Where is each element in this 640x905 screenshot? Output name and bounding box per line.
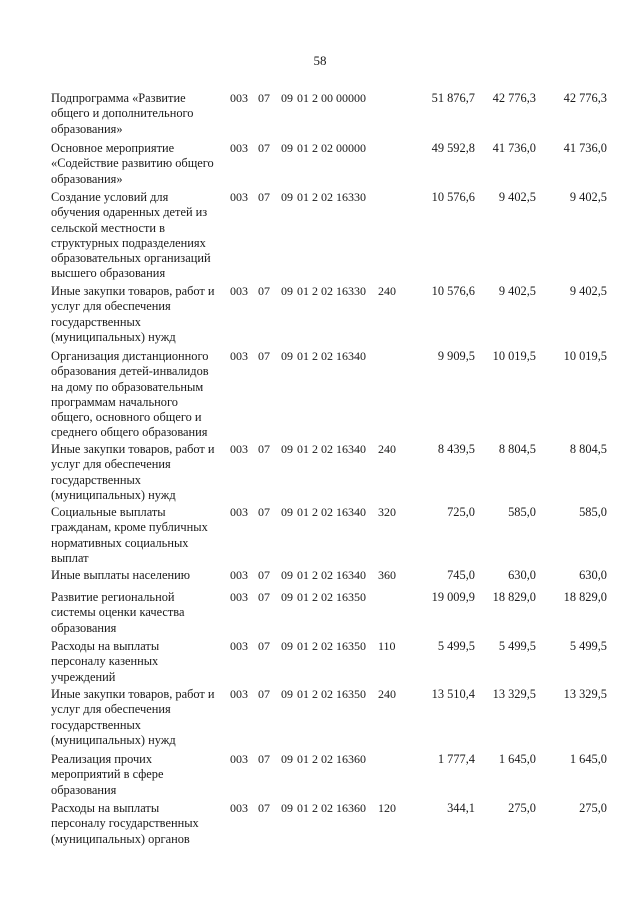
section-code: 07: [258, 568, 270, 582]
section-code: 07: [258, 349, 270, 363]
target-article-code: 01 2 02 16340: [297, 505, 366, 519]
subsection-code: 09: [281, 568, 293, 582]
ved-code: 003: [230, 639, 248, 653]
value-col-1: 344,1: [447, 801, 475, 815]
value-col-2: 18 829,0: [492, 590, 536, 604]
ved-code: 003: [230, 801, 248, 815]
expense-type-code: 240: [378, 442, 396, 456]
section-code: 07: [258, 141, 270, 155]
value-col-1: 51 876,7: [431, 91, 475, 105]
value-col-2: 8 804,5: [498, 442, 536, 456]
section-code: 07: [258, 190, 270, 204]
section-code: 07: [258, 505, 270, 519]
value-col-1: 1 777,4: [437, 752, 475, 766]
section-code: 07: [258, 752, 270, 766]
target-article-code: 01 2 02 16350: [297, 687, 366, 701]
subsection-code: 09: [281, 505, 293, 519]
value-col-1: 725,0: [447, 505, 475, 519]
target-article-code: 01 2 02 16350: [297, 639, 366, 653]
section-code: 07: [258, 801, 270, 815]
row-name: Расходы на выплаты персоналу казенных учреждений: [51, 639, 160, 684]
target-article-code: 01 2 02 00000: [297, 141, 366, 155]
value-col-2: 275,0: [508, 801, 536, 815]
target-article-code: 01 2 02 16360: [297, 801, 366, 815]
expense-type-code: 320: [378, 505, 396, 519]
value-col-2: 41 736,0: [492, 141, 536, 155]
value-col-2: 1 645,0: [498, 752, 536, 766]
expense-type-code: 110: [378, 639, 396, 653]
subsection-code: 09: [281, 590, 293, 604]
ved-code: 003: [230, 752, 248, 766]
value-col-2: 630,0: [508, 568, 536, 582]
target-article-code: 01 2 02 16340: [297, 349, 366, 363]
value-col-1: 10 576,6: [431, 284, 475, 298]
subsection-code: 09: [281, 91, 293, 105]
target-article-code: 01 2 02 16340: [297, 568, 366, 582]
value-col-3: 1 645,0: [569, 752, 607, 766]
subsection-code: 09: [281, 801, 293, 815]
section-code: 07: [258, 687, 270, 701]
value-col-2: 42 776,3: [492, 91, 536, 105]
expense-type-code: 240: [378, 687, 396, 701]
page-number: 58: [313, 53, 327, 68]
ved-code: 003: [230, 687, 248, 701]
value-col-3: 630,0: [579, 568, 607, 582]
row-name: Иные выплаты населению: [51, 568, 190, 582]
subsection-code: 09: [281, 190, 293, 204]
ved-code: 003: [230, 590, 248, 604]
ved-code: 003: [230, 568, 248, 582]
value-col-3: 10 019,5: [563, 349, 607, 363]
value-col-3: 5 499,5: [569, 639, 607, 653]
value-col-3: 585,0: [579, 505, 607, 519]
ved-code: 003: [230, 505, 248, 519]
subsection-code: 09: [281, 687, 293, 701]
ved-code: 003: [230, 442, 248, 456]
value-col-1: 10 576,6: [431, 190, 475, 204]
value-col-1: 49 592,8: [431, 141, 475, 155]
row-name: Иные закупки товаров, работ и услуг для обеспечения государственных (муниципальных) нужд: [51, 687, 215, 747]
ved-code: 003: [230, 190, 248, 204]
expense-type-code: 120: [378, 801, 396, 815]
value-col-2: 10 019,5: [492, 349, 536, 363]
value-col-3: 9 402,5: [569, 190, 607, 204]
section-code: 07: [258, 442, 270, 456]
value-col-1: 8 439,5: [437, 442, 475, 456]
subsection-code: 09: [281, 349, 293, 363]
value-col-2: 9 402,5: [498, 190, 536, 204]
value-col-2: 9 402,5: [498, 284, 536, 298]
expense-type-code: 240: [378, 284, 396, 298]
target-article-code: 01 2 00 00000: [297, 91, 366, 105]
row-name: Реализация прочих мероприятий в сфере образования: [51, 752, 164, 797]
value-col-3: 8 804,5: [569, 442, 607, 456]
value-col-3: 13 329,5: [563, 687, 607, 701]
section-code: 07: [258, 590, 270, 604]
row-name: Развитие региональной системы оценки качества образования: [51, 590, 185, 635]
row-name: Создание условий для обучения одаренных детей из сельской местности в структурных подразделениях образовательных организаций высшего образования: [51, 190, 211, 281]
value-col-1: 5 499,5: [437, 639, 475, 653]
subsection-code: 09: [281, 639, 293, 653]
value-col-3: 18 829,0: [563, 590, 607, 604]
target-article-code: 01 2 02 16330: [297, 190, 366, 204]
subsection-code: 09: [281, 752, 293, 766]
value-col-2: 585,0: [508, 505, 536, 519]
ved-code: 003: [230, 349, 248, 363]
value-col-2: 5 499,5: [498, 639, 536, 653]
target-article-code: 01 2 02 16330: [297, 284, 366, 298]
value-col-1: 745,0: [447, 568, 475, 582]
value-col-3: 41 736,0: [563, 141, 607, 155]
value-col-3: 42 776,3: [563, 91, 607, 105]
value-col-1: 13 510,4: [431, 687, 475, 701]
target-article-code: 01 2 02 16350: [297, 590, 366, 604]
row-name: Организация дистанционного образования детей-инвалидов на дому по образовательным программам начального общего, основного общего и среднего общего образования: [51, 349, 209, 440]
row-name: Иные закупки товаров, работ и услуг для обеспечения государственных (муниципальных) нужд: [51, 442, 215, 502]
row-name: Подпрограмма «Развитие общего и дополнительного образования»: [51, 91, 194, 136]
ved-code: 003: [230, 141, 248, 155]
target-article-code: 01 2 02 16360: [297, 752, 366, 766]
value-col-1: 19 009,9: [431, 590, 475, 604]
subsection-code: 09: [281, 284, 293, 298]
target-article-code: 01 2 02 16340: [297, 442, 366, 456]
ved-code: 003: [230, 91, 248, 105]
section-code: 07: [258, 91, 270, 105]
section-code: 07: [258, 284, 270, 298]
ved-code: 003: [230, 284, 248, 298]
value-col-3: 275,0: [579, 801, 607, 815]
row-name: Основное мероприятие «Содействие развитию общего образования»: [51, 141, 214, 186]
value-col-2: 13 329,5: [492, 687, 536, 701]
subsection-code: 09: [281, 442, 293, 456]
row-name: Расходы на выплаты персоналу государственных (муниципальных) органов: [51, 801, 199, 846]
row-name: Социальные выплаты гражданам, кроме публичных нормативных социальных выплат: [51, 505, 208, 565]
value-col-3: 9 402,5: [569, 284, 607, 298]
section-code: 07: [258, 639, 270, 653]
expense-type-code: 360: [378, 568, 396, 582]
subsection-code: 09: [281, 141, 293, 155]
value-col-1: 9 909,5: [437, 349, 475, 363]
row-name: Иные закупки товаров, работ и услуг для обеспечения государственных (муниципальных) нужд: [51, 284, 215, 344]
